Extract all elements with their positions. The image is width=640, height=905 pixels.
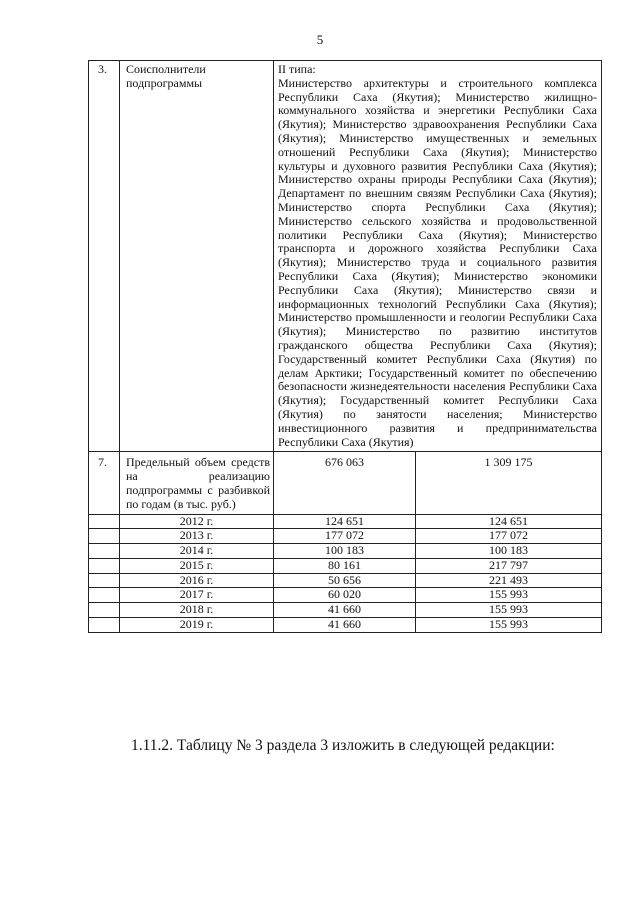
year-value-a: 50 656	[274, 573, 416, 588]
row-label: Соисполнители подпрограммы	[120, 61, 274, 452]
year-label: 2016 г.	[120, 573, 274, 588]
year-label: 2012 г.	[120, 514, 274, 529]
table-row-year	[89, 544, 602, 559]
year-value-b: 155 993	[416, 588, 602, 603]
year-value-b: 177 072	[416, 529, 602, 544]
year-value-a: 41 660	[274, 618, 416, 633]
empty-cell	[89, 544, 120, 559]
budget-total-b: 1 309 175	[416, 452, 602, 514]
row-number: 3.	[89, 61, 120, 452]
year-label: 2018 г.	[120, 603, 274, 618]
empty-cell	[89, 618, 120, 633]
year-label: 2017 г.	[120, 588, 274, 603]
table-row-budget-total	[89, 452, 602, 514]
empty-cell	[89, 603, 120, 618]
empty-cell	[89, 514, 120, 529]
table-row-year	[89, 558, 602, 573]
coexecutors-cell	[274, 61, 602, 452]
year-value-b: 155 993	[416, 618, 602, 633]
row-number: 7.	[89, 452, 120, 514]
year-label: 2013 г.	[120, 529, 274, 544]
year-value-b: 217 797	[416, 558, 602, 573]
table-row-year	[89, 603, 602, 618]
page-number: 5	[316, 32, 324, 47]
year-value-a: 80 161	[274, 558, 416, 573]
year-value-b: 124 651	[416, 514, 602, 529]
table-row-year	[89, 573, 602, 588]
year-value-a: 124 651	[274, 514, 416, 529]
program-table	[88, 60, 602, 633]
empty-cell	[89, 588, 120, 603]
year-value-a: 177 072	[274, 529, 416, 544]
empty-cell	[89, 529, 120, 544]
amendment-paragraph: 1.11.2. Таблицу № 3 раздела 3 изложить в следующей редакции:	[131, 737, 555, 754]
year-value-a: 100 183	[274, 544, 416, 559]
coexecutor-type-label: II типа:	[278, 62, 316, 76]
year-value-b: 100 183	[416, 544, 602, 559]
year-value-b: 221 493	[416, 573, 602, 588]
table-row-year	[89, 529, 602, 544]
year-value-a: 60 020	[274, 588, 416, 603]
budget-total-a: 676 063	[274, 452, 416, 514]
table-row-year	[89, 588, 602, 603]
year-value-b: 155 993	[416, 603, 602, 618]
coexecutors-list: Министерство архитектуры и строительного комплекса Республики Саха (Якутия); Министерство жилищно-коммунального хозяйства и энергетики Республики Саха (Якутия); Министерство здравоохранения Республики Саха (Якутия); Министерство имущественных и земельных отношений Республики Саха (Якутия); Министерство культуры и духовного развития Республики Саха (Якутия); Министерство охраны природы Республики Саха (Якутия); Департамент по внешним связям Республики Саха (Якутия); Министерство спорта Республики Саха (Якутия); Министерство сельского хозяйства и продовольственной политики Республики Саха (Якутия); Министерство транспорта и дорожного хозяйства Республики Саха (Якутия); Министерство труда и социального развития Республики Саха (Якутия); Министерство экономики Республики Саха (Якутия); Министерство связи и информационных технологий Республики Саха (Якутия); Министерство промышленности и геологии Республики Саха (Якутия); Министерство по развитию институтов гражданского общества Республики Саха (Якутия); Государственный комитет Республики Саха (Якутия) по делам Арктики; Государственный комитет по обеспечению безопасности жизнедеятельности населения Республики Саха (Якутия); Государственный комитет Республики Саха (Якутия) по занятости населения; Министерство инвестиционного развития и предпринимательства Республики Саха (Якутия)	[278, 75, 598, 449]
table-row-year	[89, 618, 602, 633]
empty-cell	[89, 558, 120, 573]
year-value-a: 41 660	[274, 603, 416, 618]
year-label: 2014 г.	[120, 544, 274, 559]
row-label: Предельный объем средств на реализацию подпрограммы с разбивкой по годам (в тыс. руб.)	[120, 452, 274, 514]
year-label: 2015 г.	[120, 558, 274, 573]
table-row-coexecutors	[89, 61, 602, 452]
empty-cell	[89, 573, 120, 588]
year-label: 2019 г.	[120, 618, 274, 633]
table-row-year	[89, 514, 602, 529]
